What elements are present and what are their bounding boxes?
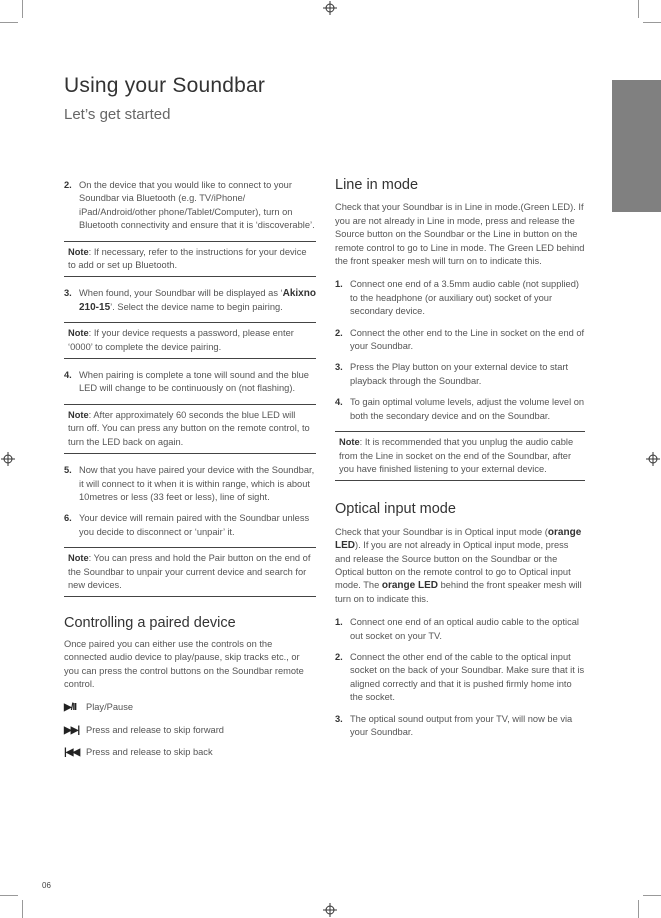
step-number: 4. — [335, 397, 343, 408]
page-subtitle: Let’s get started — [64, 106, 171, 123]
crop-mark-br-h — [643, 895, 661, 896]
step-number: 1. — [335, 279, 343, 290]
registration-mark-right-icon — [646, 452, 660, 466]
line-in-step-4 — [335, 396, 585, 423]
note-text: : After approximately 60 seconds the blue LED will turn off. You can press any button on the remote control, to turn the LED back on again. — [68, 409, 310, 447]
line-in-step-3 — [335, 361, 585, 388]
crop-mark-bl-v — [22, 900, 23, 918]
note-unpair — [64, 547, 316, 597]
note-unplug-cable — [335, 431, 585, 481]
step-text: Now that you have paired your device with the Soundbar, it will connect to it when it is within range, which is about 10metres or less (33 feet or less), line of sight. — [79, 465, 315, 502]
crop-mark-tr-v — [638, 0, 639, 18]
optical-step-3 — [335, 713, 585, 740]
step-4 — [64, 369, 316, 396]
controlling-body: Once paired you can either use the controls on the connected audio device to play/pause, skip tracks etc., or you can press the control buttons on the Soundbar remote control. — [64, 638, 304, 689]
registration-mark-top-icon — [323, 1, 337, 15]
section-tab — [612, 80, 661, 212]
step-text: To gain optimal volume levels, adjust the volume level on both the secondary device and on the Soundbar. — [350, 397, 585, 421]
controlling-heading: Controlling a paired device — [64, 615, 236, 632]
play-pause-icon: ▶/II — [64, 702, 77, 714]
left-column — [64, 179, 316, 769]
control-skip-forward — [64, 724, 316, 737]
note-text: : You can press and hold the Pair button on the end of the Soundbar to unpair your current device and search for new devices. — [68, 553, 311, 590]
control-text: Press and release to skip forward — [86, 724, 224, 735]
note-label: Note — [68, 246, 89, 257]
device-name: Akixno 210-15 — [79, 288, 316, 313]
optical-step-2 — [335, 651, 585, 705]
step-number: 1. — [335, 617, 343, 628]
crop-mark-tl-v — [22, 0, 23, 18]
step-number: 3. — [335, 362, 343, 373]
note-password — [64, 322, 316, 359]
step-text: On the device that you would like to connect to your Soundbar via Bluetooth (e.g. TV/iPhone/ iPad/Android/other phone/Tablet/Computer), turn on Bluetooth connectivity and ensure that it is ‘discoverable’. — [79, 180, 315, 231]
note-label: Note — [339, 437, 360, 448]
step-text: Connect one end of a 3.5mm audio cable (not supplied) to the headphone (or auxiliary out) socket of your secondary device. — [350, 279, 579, 317]
note-label: Note — [68, 553, 89, 564]
note-label: Note — [68, 328, 89, 339]
step-text: ’. Select the device name to begin pairing. — [110, 301, 283, 312]
page-number: 06 — [42, 881, 51, 890]
step-number: 5. — [64, 465, 72, 476]
note-label: Note — [68, 409, 89, 420]
step-3 — [64, 287, 316, 314]
step-number: 2. — [335, 651, 343, 662]
line-in-heading: Line in mode — [335, 177, 419, 193]
optical-body — [335, 526, 585, 606]
optical-body-text: Check that your Soundbar is in Optical input mode ( — [335, 526, 548, 537]
crop-mark-br-v — [638, 900, 639, 918]
step-5 — [64, 464, 316, 504]
step-number: 3. — [335, 713, 343, 724]
control-text: Play/Pause — [86, 702, 134, 713]
crop-mark-tr-h — [643, 22, 661, 23]
note-text: : It is recommended that you unplug the audio cable from the Line in socket on the end of the Soundbar, after you have finished listening to your external device. — [339, 437, 574, 474]
line-in-step-2 — [335, 327, 585, 354]
crop-mark-tl-h — [0, 22, 18, 23]
note-text: : If your device requests a password, please enter ‘0000’ to complete the device pairing. — [68, 328, 294, 352]
step-text: Your device will remain paired with the Soundbar unless you decide to disconnect or ‘unpair’ it. — [79, 513, 310, 537]
crop-mark-bl-h — [0, 895, 18, 896]
note-led-timeout — [64, 404, 316, 454]
note-text: : If necessary, refer to the instructions for your device to add or set up Bluetooth. — [68, 246, 307, 271]
line-in-body: Check that your Soundbar is in Line in mode.(Green LED). If you are not already in Line in mode, press and release the Source button on the Soundbar or the Line in button on the remote control to go to Line in mode. The Green LED behind the front speaker mesh will turn on to indicate this. — [335, 202, 585, 267]
control-text: Press and release to skip back — [86, 747, 213, 758]
optical-body-text: behind the front speaker mesh will turn on to indicate this. — [335, 580, 582, 604]
step-number: 4. — [64, 370, 72, 381]
optical-heading: Optical input mode — [335, 501, 456, 518]
line-in-step-1 — [335, 278, 585, 318]
step-6 — [64, 512, 316, 539]
step-text: Connect the other end of the cable to the optical input socket on the back of your Soundbar. Make sure that it is aligned correctly and that it is pushed firmly home into the socket. — [350, 651, 585, 703]
orange-led-label: orange LED — [335, 526, 582, 552]
step-text: When found, your Soundbar will be displayed as ‘ — [79, 288, 283, 299]
page-title: Using your Soundbar — [64, 74, 266, 97]
skip-back-icon: |◀◀ — [64, 747, 80, 759]
right-column — [335, 179, 585, 747]
orange-led-label: orange LED — [381, 580, 438, 592]
step-text: Connect one end of an optical audio cable to the optical out socket on your TV. — [350, 617, 579, 641]
control-skip-back — [64, 746, 316, 759]
registration-mark-bottom-icon — [323, 903, 337, 917]
optical-body-text: ). If you are not already in Optical input mode, press and release the Source button on the Soundbar or the Optical button on the remote control to go to Optical input mode. The — [335, 540, 571, 591]
step-number: 2. — [64, 180, 72, 190]
step-number: 3. — [64, 288, 72, 299]
skip-forward-icon: ▶▶| — [64, 724, 80, 736]
step-text: The optical sound output from your TV, will now be via your Soundbar. — [350, 713, 573, 737]
note-bluetooth-setup — [64, 241, 316, 278]
step-number: 6. — [64, 513, 72, 524]
step-text: Press the Play button on your external device to start playback through the Soundbar. — [350, 362, 569, 386]
step-2 — [64, 179, 316, 233]
step-text: When pairing is complete a tone will sound and the blue LED will change to be continuously on (not flashing). — [79, 370, 309, 394]
step-text: Connect the other end to the Line in socket on the end of your Soundbar. — [350, 327, 585, 352]
control-play-pause — [64, 701, 316, 714]
step-number: 2. — [335, 327, 343, 338]
registration-mark-left-icon — [1, 452, 15, 466]
optical-step-1 — [335, 616, 585, 643]
